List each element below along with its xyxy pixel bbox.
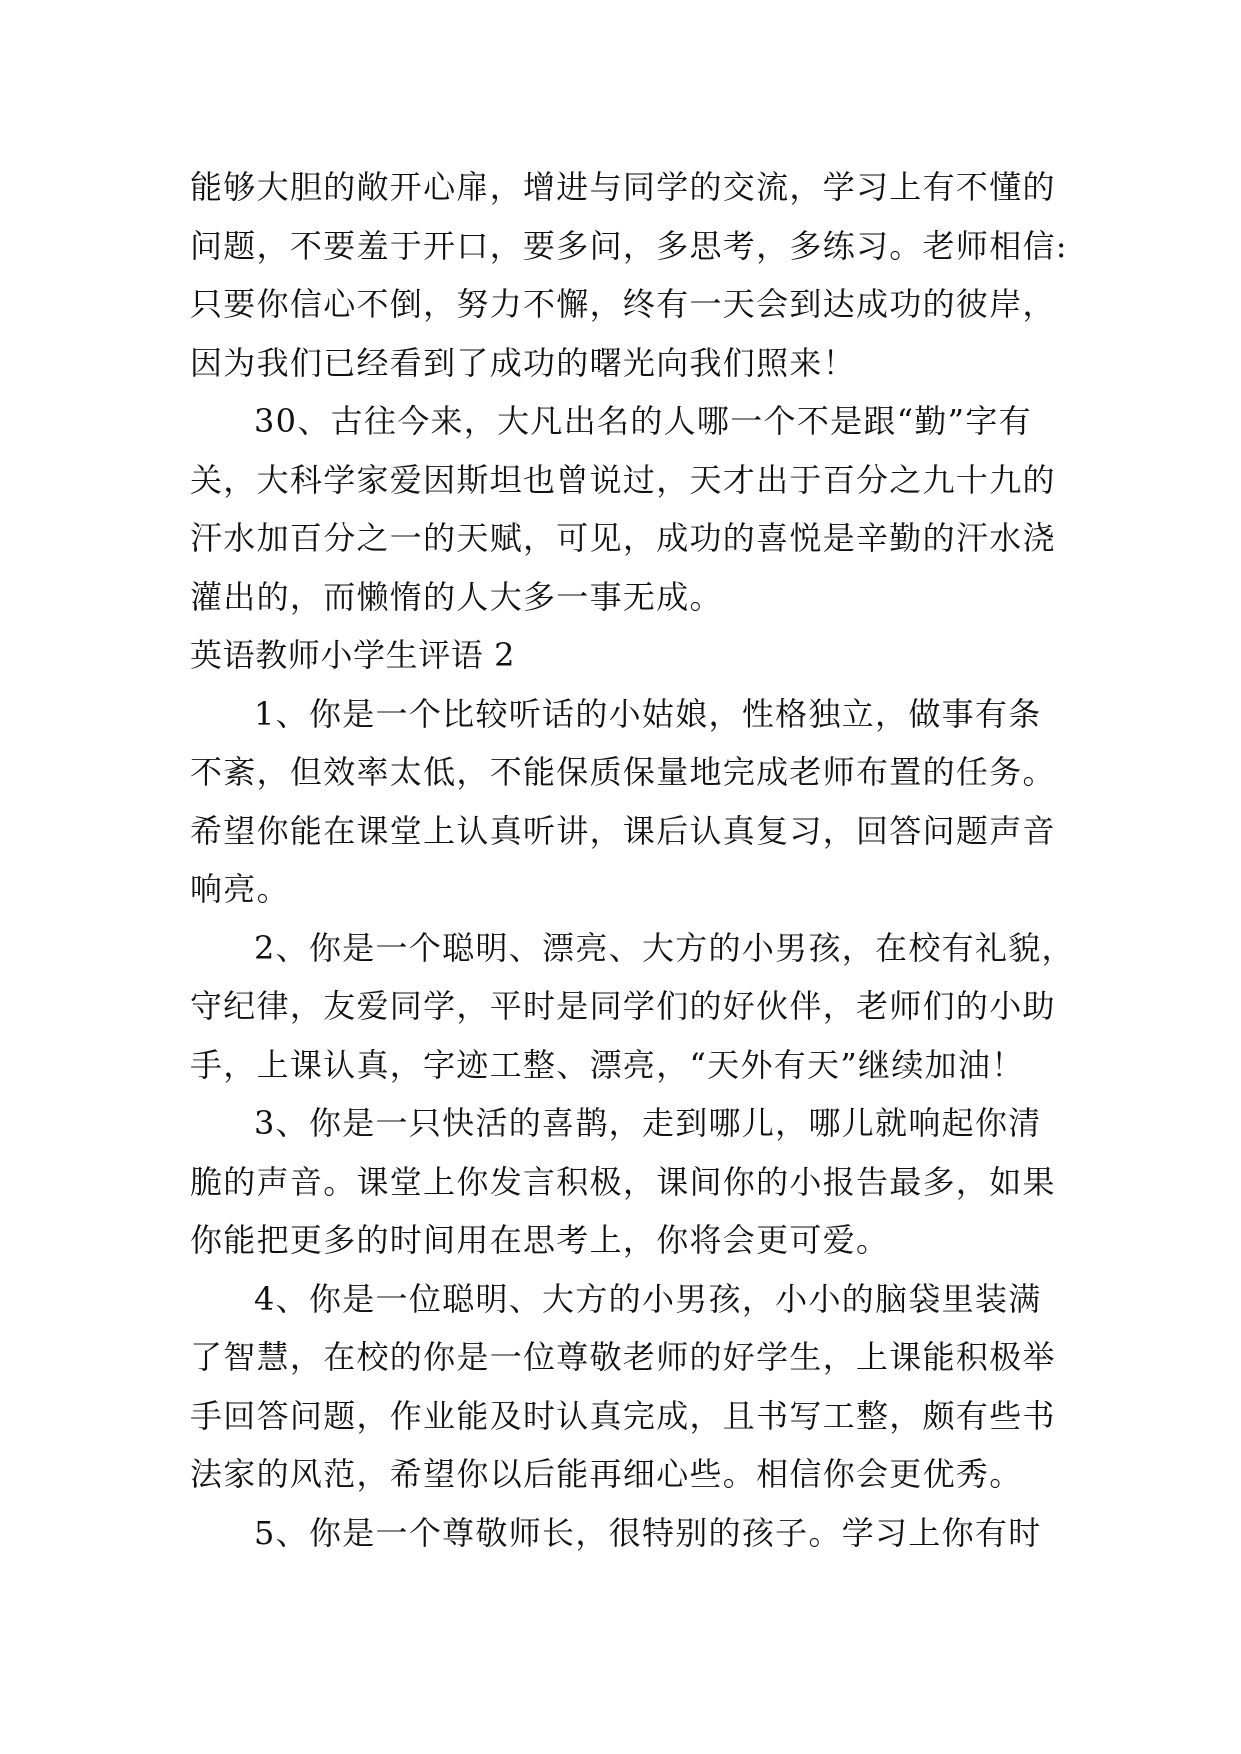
body-line: 问题，不要羞于开口，要多问，多思考，多练习。老师相信: [190,226,1068,265]
body-line: 了智慧，在校的你是一位尊敬老师的好学生，上课能积极举 [190,1338,1056,1376]
body-line: 灌出的，而懒惰的人大多一事无成。 [190,577,723,616]
body-line: 响亮。 [190,870,290,908]
body-line: 手回答问题，作业能及时认真完成，且书写工整，颇有些书 [190,1396,1056,1435]
paragraph-start-line: 5、你是一个尊敬师长，很特别的孩子。学习上你有时 [254,1513,1042,1552]
paragraph-start-line: 30、古往今来，大凡出名的人哪一个不是跟“勤”字有 [254,402,1032,440]
body-line: 能够大胆的敞开心扉，增进与同学的交流，学习上有不懂的 [190,168,1056,206]
body-line: 脆的声音。课堂上你发言积极，课间你的小报告最多，如果 [190,1162,1056,1201]
body-line: 只要你信心不倒，努力不懈，终有一天会到达成功的彼岸， [190,285,1056,323]
paragraph-start-line: 2、你是一个聪明、漂亮、大方的小男孩，在校有礼貌， [254,928,1075,967]
paragraph-start-line: 4、你是一位聪明、大方的小男孩，小小的脑袋里装满 [254,1279,1042,1318]
body-line: 希望你能在课堂上认真听讲，课后认真复习，回答问题声音 [190,811,1056,850]
body-line: 汗水加百分之一的天赋，可见，成功的喜悦是辛勤的汗水浇 [190,519,1056,557]
body-line: 关，大科学家爱因斯坦也曾说过，天才出于百分之九十九的 [190,460,1056,499]
paragraph-start-line: 1、你是一个比较听话的小姑娘，性格独立，做事有条 [254,694,1042,733]
section-heading: 英语教师小学生评语 2 [190,636,516,674]
body-line: 因为我们已经看到了成功的曙光向我们照来！ [190,343,857,382]
paragraph-start-line: 3、你是一只快活的喜鹊，走到哪儿，哪儿就响起你清 [254,1104,1042,1142]
body-line: 法家的风范，希望你以后能再细心些。相信你会更优秀。 [190,1455,1023,1493]
document-body [190,158,1075,1562]
body-line: 守纪律，友爱同学，平时是同学们的好伙伴，老师们的小助 [190,987,1056,1025]
body-line: 不紊，但效率太低，不能保质保量地完成老师布置的任务。 [190,753,1056,791]
body-line: 你能把更多的时间用在思考上，你将会更可爱。 [190,1221,890,1259]
body-line: 手，上课认真，字迹工整、漂亮，“天外有天”继续加油！ [190,1045,1025,1084]
